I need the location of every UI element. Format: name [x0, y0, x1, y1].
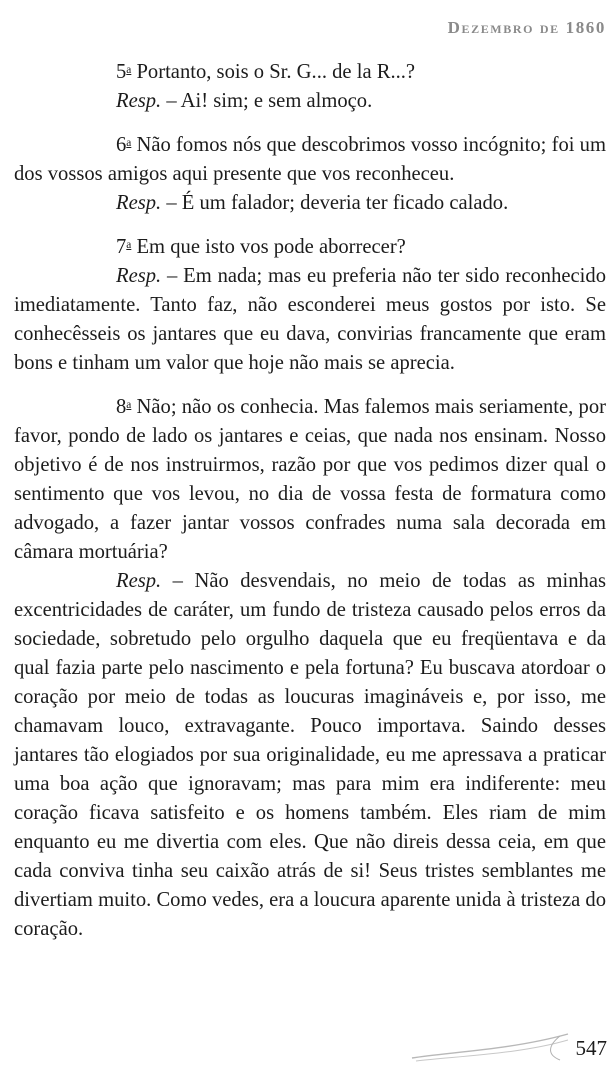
question-6 [14, 131, 606, 189]
question-number: 6 [116, 134, 127, 156]
resp-label: Resp. [116, 90, 162, 112]
ordinal-mark: a [126, 398, 132, 411]
question-number: 8 [116, 396, 127, 418]
running-header: Dezembro de 1860 [447, 18, 606, 37]
question-7 [14, 233, 606, 262]
question-text: Não; não os conhecia. Mas falemos mais seriamente, por favor, pondo de lado os jantares e ceias, que nada nos ensinam. Nosso objetivo é de nos instruirmos, razão por que vos pedimos dizer qual o sentimento que vos levou, no dia de vossa festa de formatura como advogado, a fazer jantar vossos confrades numa sala decorada em câmara mortuária? [14, 396, 606, 563]
resp-label: Resp. [116, 570, 162, 592]
question-8 [14, 393, 606, 567]
question-5 [14, 58, 606, 87]
dash: – [161, 192, 182, 214]
answer-text: É um falador; deveria ter ficado calado. [181, 192, 509, 214]
resp-label: Resp. [116, 192, 162, 214]
answer-8 [14, 567, 606, 944]
dash: – [161, 570, 195, 592]
dash: – [161, 265, 184, 287]
answer-text: Ai! sim; e sem almoço. [180, 90, 373, 112]
answer-5 [14, 87, 606, 116]
answer-7 [14, 262, 606, 378]
page-body [14, 58, 606, 944]
question-number: 7 [116, 236, 127, 258]
ordinal-mark: a [126, 238, 132, 251]
question-text: Portanto, sois o Sr. G... de la R...? [131, 61, 416, 83]
page-number: 547 [575, 1036, 607, 1060]
answer-6 [14, 189, 606, 218]
dash: – [161, 90, 181, 112]
answer-text: Em nada; mas eu preferia não ter sido reconhecido imediatamente. Tanto faz, não esconderei meus gostos por isto. Se conhecêsseis os jantares que eu dava, convirias francamente que eram bons e tinham um valor que hoje não mais se aprecia. [14, 265, 606, 374]
ordinal-mark: a [126, 63, 132, 76]
ordinal-mark: a [126, 136, 132, 149]
question-number: 5 [116, 61, 127, 83]
decorative-swoosh-icon [410, 1030, 570, 1064]
answer-text: Não desvendais, no meio de todas as minhas excentricidades de caráter, um fundo de tristeza causado pelos erros da sociedade, sobretudo pelo orgulho daquela que eu freqüentava e da qual fazia parte pelo nascimento e pela fortuna? Eu buscava atordoar o coração por meio de todas as loucuras imagináveis e, por isso, me chamavam louco, extravagante. Pouco importava. Saindo desses jantares tão elogiados por sua originalidade, eu me apressava a praticar uma boa ação que ignoravam; mas para mim era indiferente: meu coração ficava satisfeito e os homens também. Eles riam de mim enquanto eu me divertia com eles. Que não direis dessa ceia, em que cada conviva tinha seu caixão atrás de si! Seus tristes semblantes me divertiam muito. Como vedes, era a loucura aparente unida à tristeza do coração. [14, 570, 607, 940]
resp-label: Resp. [116, 265, 162, 287]
question-text: Em que isto vos pode aborrecer? [131, 236, 406, 258]
question-text: Não fomos nós que descobrimos vosso incógnito; foi um dos vossos amigos aqui presente que vos reconheceu. [14, 134, 606, 185]
